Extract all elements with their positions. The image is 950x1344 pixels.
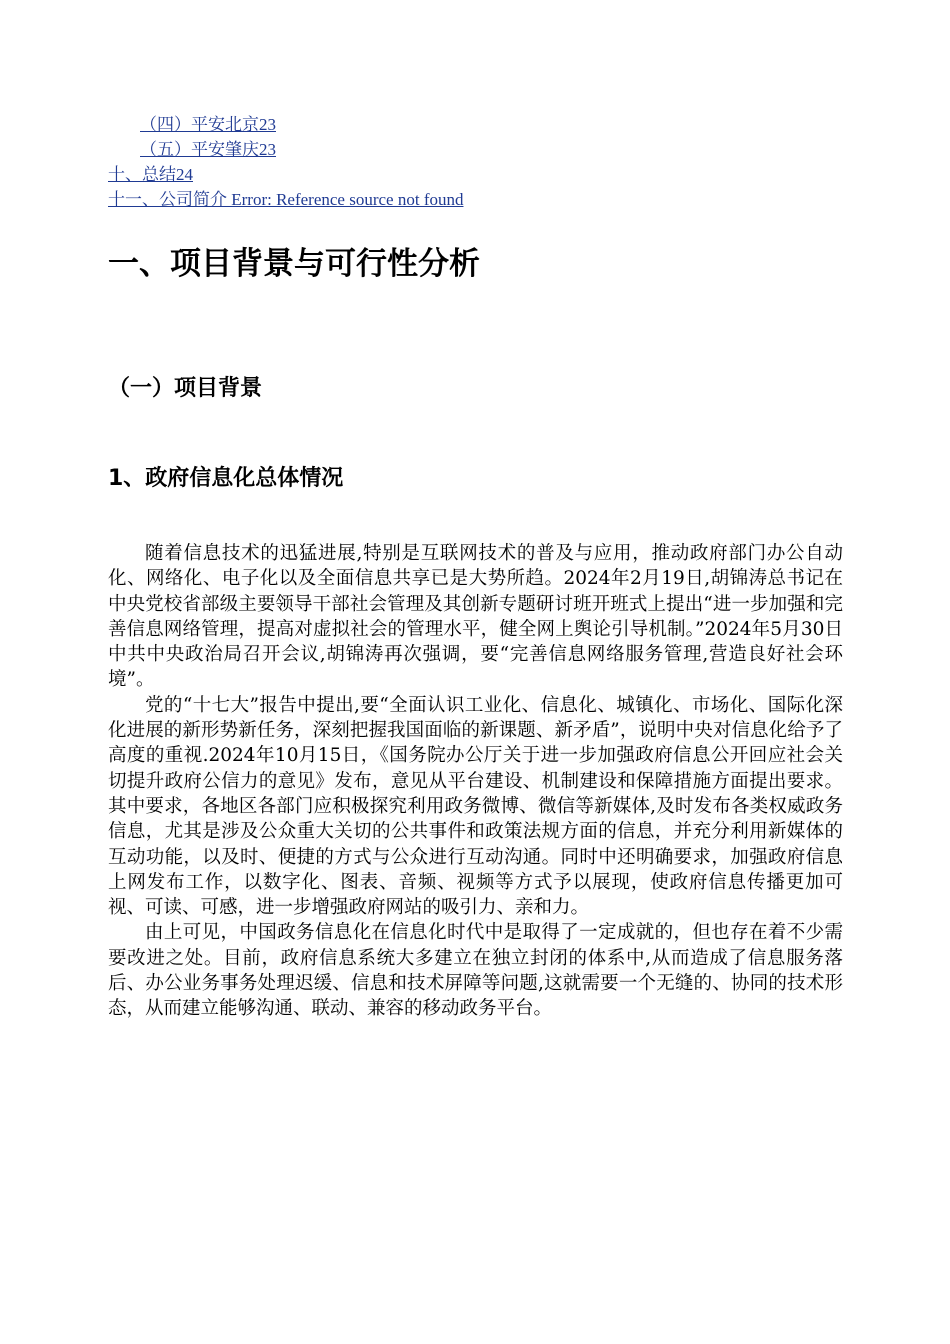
table-of-contents [108, 112, 848, 212]
paragraph: 党的“十七大”报告中提出,要“全面认识工业化、信息化、城镇化、市场化、国际化深化进展的新形势新任务，深刻把握我国面临的新课题、新矛盾”，说明中央对信息化给予了高度的重视.2024年10月15日，《国务院办公厅关于进一步加强政府信息公开回应社会关切提升政府公信力的意见》发布，意见从平台建设、机制建设和保障措施方面提出要求。其中要求，各地区各部门应积极探究利用政务微博、微信等新媒体,及时发布各类权威政务信息，尤其是涉及公众重大关切的公共事件和政策法规方面的信息，并充分利用新媒体的互动功能，以及时、便捷的方式与公众进行互动沟通。同时中还明确要求，加强政府信息上网发布工作，以数字化、图表、音频、视频等方式予以展现，使政府信息传播更加可视、可读、可感，进一步增强政府网站的吸引力、亲和力。 [108, 694, 843, 919]
toc-link-company-profile[interactable]: 十一、公司简介 Error: Reference source not found [108, 190, 464, 209]
paragraph: 随着信息技术的迅猛进展,特别是互联网技术的普及与应用，推动政府部门办公自动化、网络化、电子化以及全面信息共享已是大势所趋。2024年2月19日,胡锦涛总书记在中央党校省部级主要领导干部社会管理及其创新专题研讨班开班式上提出“进一步加强和完善信息网络管理，提高对虚拟社会的管理水平，健全网上舆论引导机制。”2024年5月30日中共中央政治局召开会议,胡锦涛再次强调，要“完善信息网络服务管理,营造良好社会环境”。 [108, 543, 843, 691]
body-text [108, 541, 843, 1022]
toc-link-ping-an-beijing[interactable]: （四）平安北京23 [140, 115, 276, 134]
paragraph: 由上可见，中国政务信息化在信息化时代中是取得了一定成就的，但也存在着不少需要改进之处。目前，政府信息系统大多建立在独立封闭的体系中,从而造成了信息服务落后、办公业务事务处理迟缓、信息和技术屏障等问题,这就需要一个无缝的、协同的技术形态，从而建立能够沟通、联动、兼容的移动政务平台。 [108, 922, 843, 1020]
section-heading: （一）项目背景 [108, 376, 263, 401]
toc-link-ping-an-zhaoqing[interactable]: （五）平安肇庆23 [140, 140, 276, 159]
chapter-heading: 一、项目背景与可行性分析 [108, 246, 480, 282]
subsection-heading: 1、政府信息化总体情况 [108, 466, 344, 491]
toc-link-summary[interactable]: 十、总结24 [108, 165, 193, 184]
